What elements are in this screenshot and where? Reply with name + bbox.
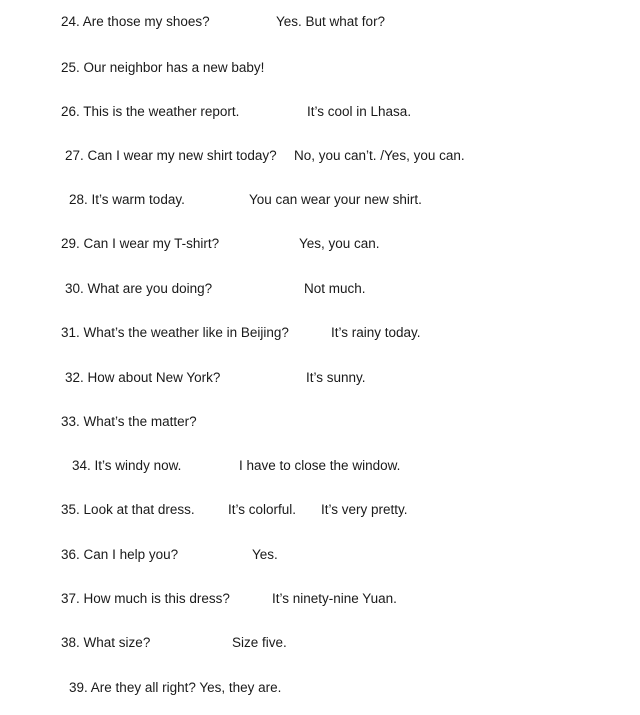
question-text — [61, 323, 289, 343]
question-sentence: This is the weather report. — [83, 104, 240, 119]
question-text — [61, 12, 210, 32]
dialogue-line-25 — [0, 58, 640, 78]
dialogue-line-35 — [0, 500, 640, 520]
line-number: 34. — [72, 458, 91, 473]
line-number: 25. — [61, 60, 80, 75]
line-number: 29. — [61, 236, 80, 251]
dialogue-line-29 — [0, 234, 640, 254]
line-number: 26. — [61, 104, 80, 119]
question-sentence: Are those my shoes? — [82, 14, 210, 29]
question-text — [72, 456, 181, 476]
dialogue-line-26 — [0, 102, 640, 122]
dialogue-line-34 — [0, 456, 640, 476]
dialogue-line-39 — [0, 678, 640, 698]
question-text — [69, 678, 281, 698]
question-sentence: Can I wear my T-shirt? — [83, 236, 220, 251]
line-number: 27. — [65, 148, 84, 163]
answer-text: Not much. — [304, 281, 366, 296]
dialogue-line-37 — [0, 589, 640, 609]
line-number: 30. — [65, 281, 84, 296]
answer-text: I have to close the window. — [239, 458, 401, 473]
line-number: 36. — [61, 547, 80, 562]
line-number: 28. — [69, 192, 88, 207]
second-answer-text: It’s very pretty. — [321, 502, 408, 517]
question-text — [61, 545, 178, 565]
line-number: 35. — [61, 502, 80, 517]
answer-text: Yes. But what for? — [276, 14, 386, 29]
line-number: 33. — [61, 414, 80, 429]
question-text — [61, 234, 219, 254]
question-text — [61, 412, 197, 432]
question-sentence: Can I help you? — [83, 547, 179, 562]
question-text — [65, 279, 212, 299]
question-sentence: How much is this dress? — [83, 591, 230, 606]
answer-text: It’s cool in Lhasa. — [307, 104, 412, 119]
dialogue-line-32 — [0, 368, 640, 388]
answer-text: You can wear your new shirt. — [249, 192, 422, 207]
question-sentence: It’s windy now. — [94, 458, 182, 473]
question-text — [61, 589, 230, 609]
question-sentence: How about New York? — [87, 370, 221, 385]
line-number: 24. — [61, 14, 80, 29]
answer-text: No, you can’t. /Yes, you can. — [294, 148, 465, 163]
line-number: 37. — [61, 591, 80, 606]
answer-text: Yes, you can. — [299, 236, 380, 251]
question-sentence: What size? — [83, 635, 151, 650]
line-number: 31. — [61, 325, 80, 340]
dialogue-line-24 — [0, 12, 640, 32]
line-number: 32. — [65, 370, 84, 385]
question-sentence: Are they all right? Yes, they are. — [90, 680, 282, 695]
answer-text: It’s sunny. — [306, 370, 366, 385]
answer-text: It’s ninety-nine Yuan. — [272, 591, 397, 606]
question-sentence: What’s the matter? — [83, 414, 197, 429]
question-text — [65, 146, 277, 166]
dialogue-line-31 — [0, 323, 640, 343]
answer-text: Yes. — [252, 547, 278, 562]
question-sentence: Look at that dress. — [83, 502, 195, 517]
question-text — [61, 58, 264, 78]
question-sentence: It’s warm today. — [91, 192, 185, 207]
dialogue-line-36 — [0, 545, 640, 565]
dialogue-line-33 — [0, 412, 640, 432]
answer-text: Size five. — [232, 635, 287, 650]
answer-text: It’s rainy today. — [331, 325, 421, 340]
dialogue-line-28 — [0, 190, 640, 210]
dialogue-line-30 — [0, 279, 640, 299]
question-text — [61, 500, 195, 520]
question-text — [69, 190, 185, 210]
dialogue-line-27 — [0, 146, 640, 166]
answer-text: It’s colorful. — [228, 502, 297, 517]
question-text — [61, 633, 150, 653]
dialogue-line-38 — [0, 633, 640, 653]
question-text — [65, 368, 220, 388]
question-sentence: What’s the weather like in Beijing? — [83, 325, 289, 340]
question-sentence: What are you doing? — [87, 281, 213, 296]
question-text — [61, 102, 239, 122]
line-number: 39. — [69, 680, 88, 695]
question-sentence: Our neighbor has a new baby! — [83, 60, 265, 75]
line-number: 38. — [61, 635, 80, 650]
question-sentence: Can I wear my new shirt today? — [87, 148, 277, 163]
